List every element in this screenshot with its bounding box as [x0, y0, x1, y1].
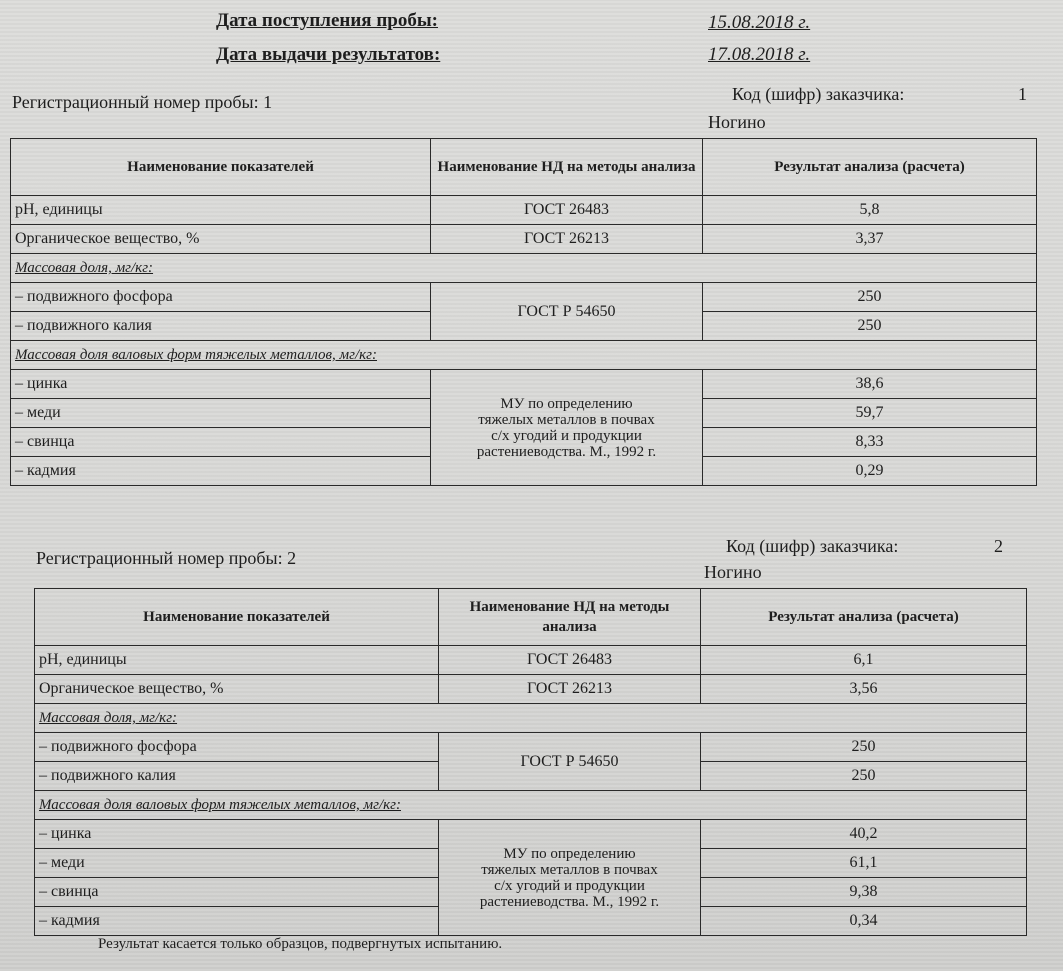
- pk-nd: ГОСТ Р 54650: [431, 283, 703, 341]
- zinc-label: – цинка: [35, 820, 439, 849]
- copper-label: – меди: [11, 399, 431, 428]
- table-row: [11, 283, 1037, 312]
- sample-2-client-name: Ногино: [704, 562, 762, 582]
- issue-date-value: 17.08.2018 г.: [708, 44, 811, 65]
- table-row: [35, 704, 1027, 733]
- mu-nd: [431, 370, 703, 486]
- ph-nd: ГОСТ 26483: [431, 196, 703, 225]
- potassium-label: – подвижного калия: [11, 312, 431, 341]
- mass-section-label: Массовая доля, мг/кг:: [11, 254, 1037, 283]
- sample-1-results-table: [10, 138, 1037, 486]
- col-indicator-header: Наименование показателей: [35, 589, 439, 646]
- col-result-header: Результат анализа (расчета): [701, 589, 1027, 646]
- col-indicator-header: Наименование показателей: [11, 139, 431, 196]
- lead-value: 9,38: [701, 878, 1027, 907]
- lead-label: – свинца: [35, 878, 439, 907]
- ph-label: рН, единицы: [35, 646, 439, 675]
- mass-section-label: Массовая доля, мг/кг:: [35, 704, 1027, 733]
- table-row: [35, 646, 1027, 675]
- sample-2-client-code: 2: [994, 536, 1003, 556]
- sample-2-results-table: [34, 588, 1027, 936]
- phosphorus-label: – подвижного фосфора: [35, 733, 439, 762]
- table-header-row: [11, 139, 1037, 196]
- cadmium-label: – кадмия: [35, 907, 439, 936]
- organic-nd: ГОСТ 26213: [431, 225, 703, 254]
- phosphorus-value: 250: [703, 283, 1037, 312]
- mu-line-4: растениеводства. М., 1992 г.: [476, 443, 657, 460]
- lead-label: – свинца: [11, 428, 431, 457]
- ph-value: 6,1: [701, 646, 1027, 675]
- mu-line-1: МУ по определению: [500, 395, 633, 412]
- col-result-header: Результат анализа (расчета): [703, 139, 1037, 196]
- table-row: [11, 196, 1037, 225]
- lead-value: 8,33: [703, 428, 1037, 457]
- copper-value: 59,7: [703, 399, 1037, 428]
- receipt-date-value: 15.08.2018 г.: [708, 12, 811, 33]
- table-row: [35, 820, 1027, 849]
- receipt-date-label: Дата поступления пробы:: [216, 10, 438, 31]
- organic-value: 3,37: [703, 225, 1037, 254]
- organic-nd: ГОСТ 26213: [439, 675, 701, 704]
- zinc-label: – цинка: [11, 370, 431, 399]
- table-row: [11, 254, 1037, 283]
- sample-1-client-name: Ногино: [708, 112, 766, 132]
- sample-2-client-label: Код (шифр) заказчика:: [726, 536, 899, 556]
- organic-label: Органическое вещество, %: [11, 225, 431, 254]
- mu-line-4: растениеводства. М., 1992 г.: [479, 893, 660, 910]
- col-nd-header: Наименование НД на методы анализа: [431, 139, 703, 196]
- zinc-value: 40,2: [701, 820, 1027, 849]
- ph-nd: ГОСТ 26483: [439, 646, 701, 675]
- mu-line-2: тяжелых металлов в почвах: [481, 861, 658, 878]
- table-row: [35, 733, 1027, 762]
- phosphorus-value: 250: [701, 733, 1027, 762]
- ph-value: 5,8: [703, 196, 1037, 225]
- ph-label: рН, единицы: [11, 196, 431, 225]
- mu-line-3: с/х угодий и продукции: [494, 877, 645, 894]
- mu-line-1: МУ по определению: [503, 845, 636, 862]
- table-row: [11, 225, 1037, 254]
- col-nd-header: Наименование НД на методы анализа: [439, 589, 701, 646]
- metal-section-label: Массовая доля валовых форм тяжелых металлов, мг/кг:: [35, 791, 1027, 820]
- sample-2-reg-number: Регистрационный номер пробы: 2: [36, 548, 297, 568]
- metal-section-label: Массовая доля валовых форм тяжелых металлов, мг/кг:: [11, 341, 1037, 370]
- pk-nd: ГОСТ Р 54650: [439, 733, 701, 791]
- mu-line-3: с/х угодий и продукции: [491, 427, 642, 444]
- sample-1-reg-number: Регистрационный номер пробы: 1: [12, 92, 273, 112]
- table-row: [35, 791, 1027, 820]
- organic-value: 3,56: [701, 675, 1027, 704]
- footer-note: Результат касается только образцов, подвергнутых испытанию.: [98, 936, 503, 952]
- table-row: [11, 370, 1037, 399]
- copper-label: – меди: [35, 849, 439, 878]
- issue-date-label: Дата выдачи результатов:: [216, 44, 441, 65]
- sample-1-client-code: 1: [1018, 84, 1027, 104]
- table-header-row: [35, 589, 1027, 646]
- table-row: [11, 341, 1037, 370]
- potassium-value: 250: [701, 762, 1027, 791]
- copper-value: 61,1: [701, 849, 1027, 878]
- cadmium-label: – кадмия: [11, 457, 431, 486]
- cadmium-value: 0,29: [703, 457, 1037, 486]
- cadmium-value: 0,34: [701, 907, 1027, 936]
- table-row: [35, 675, 1027, 704]
- mu-line-2: тяжелых металлов в почвах: [478, 411, 655, 428]
- organic-label: Органическое вещество, %: [35, 675, 439, 704]
- mu-nd: [439, 820, 701, 936]
- potassium-label: – подвижного калия: [35, 762, 439, 791]
- zinc-value: 38,6: [703, 370, 1037, 399]
- sample-1-client-label: Код (шифр) заказчика:: [732, 84, 905, 104]
- phosphorus-label: – подвижного фосфора: [11, 283, 431, 312]
- potassium-value: 250: [703, 312, 1037, 341]
